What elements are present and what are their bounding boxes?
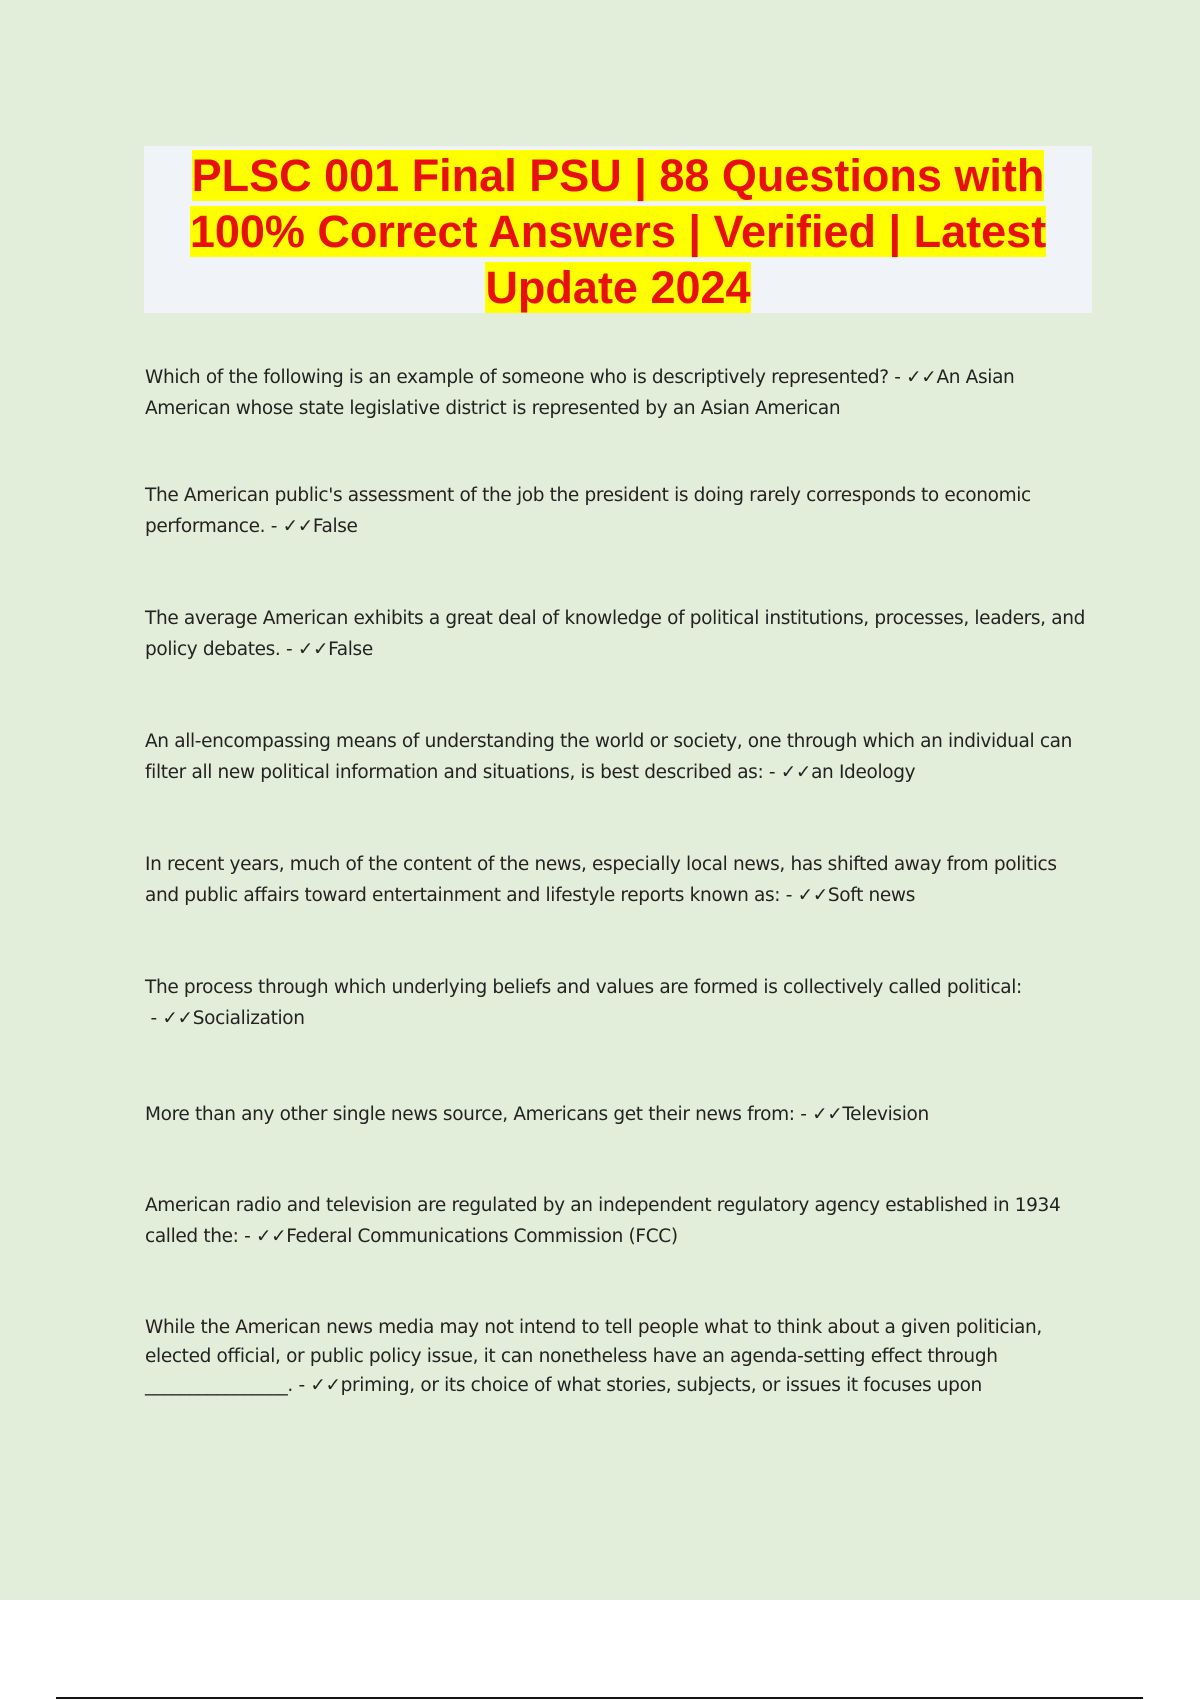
answer-text: Socialization (192, 1008, 305, 1029)
check-marks-icon: ✓✓ (812, 1104, 843, 1125)
qa-item-5 (145, 849, 1095, 911)
qa-item-6 (145, 972, 1095, 1034)
question-text: Which of the following is an example of someone who is descriptively represented? (145, 367, 889, 388)
qa-item-8 (145, 1190, 1095, 1252)
check-marks-icon: ✓✓ (162, 1008, 193, 1029)
answer-text: False (328, 639, 373, 660)
qa-separator: - (145, 1008, 163, 1029)
document-title (144, 146, 1092, 316)
title-block (144, 146, 1092, 313)
check-marks-icon: ✓✓ (797, 885, 828, 906)
qa-separator: - (780, 885, 798, 906)
check-marks-icon: ✓✓ (906, 367, 937, 388)
question-text: An all-encompassing means of understanding the world or society, one through which an individual can filter all new political information and situations, is best described as: (145, 731, 1073, 783)
question-text: American radio and television are regulated by an independent regulatory agency established in 1934 called the: (145, 1195, 1061, 1247)
qa-item-1 (145, 362, 1095, 424)
qa-separator: - (794, 1104, 813, 1125)
qa-separator: - (238, 1226, 256, 1247)
bottom-rule (56, 1697, 1143, 1699)
qa-item-7 (145, 1099, 1095, 1130)
answer-text: Soft news (827, 885, 916, 906)
check-marks-icon: ✓✓ (297, 639, 329, 660)
question-text: The process through which underlying beliefs and values are formed is collectively called political: (145, 977, 1022, 998)
check-marks-icon: ✓✓ (255, 1226, 287, 1247)
answer-text: priming, or its choice of what stories, subjects, or issues it focuses upon (340, 1375, 982, 1396)
question-text: In recent years, much of the content of the news, especially local news, has shifted away from politics and public affairs toward entertainment and lifestyle reports known as: (145, 854, 1057, 906)
qa-item-3 (145, 603, 1095, 665)
check-marks-icon: ✓✓ (282, 516, 313, 537)
question-text: The American public's assessment of the job the president is doing rarely corresponds to economic performance. (145, 485, 1031, 537)
qa-separator: - (763, 762, 781, 783)
answer-text: False (312, 516, 358, 537)
qa-item-9 (145, 1313, 1095, 1400)
answer-text: Federal Communications Commission (FCC) (286, 1226, 678, 1247)
qa-item-4 (145, 726, 1095, 788)
question-text: The average American exhibits a great deal of knowledge of political institutions, processes, leaders, and policy debates. (145, 608, 1085, 660)
question-text: More than any other single news source, Americans get their news from: (145, 1104, 795, 1125)
answer-text: Television (842, 1104, 929, 1125)
qa-separator: - (292, 1375, 311, 1396)
check-marks-icon: ✓✓ (310, 1375, 341, 1396)
qa-separator: - (280, 639, 298, 660)
qa-separator: - (265, 516, 283, 537)
title-highlight: PLSC 001 Final PSU | 88 Questions with 100% Correct Answers | Verified | Latest Update 2024 (189, 150, 1047, 313)
qa-item-2 (145, 480, 1095, 542)
question-text: While the American news media may not intend to tell people what to think about a given politician, elected official, or public policy issue, it can nonetheless have an agenda-setting effect through ________________. (145, 1317, 1042, 1396)
answer-text: An Asian American whose state legislative district is represented by an Asian American (145, 367, 1015, 419)
qa-separator: - (888, 367, 907, 388)
check-marks-icon: ✓✓ (780, 762, 812, 783)
answer-text: an Ideology (811, 762, 916, 783)
